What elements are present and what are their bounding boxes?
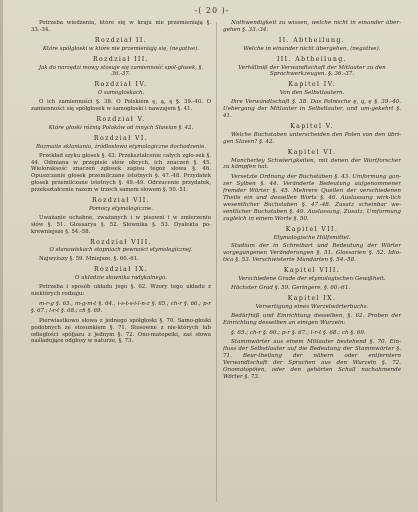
body-paragraph: Przekład szyku głosek §. 43. Przekształcenie całych zgło-sek §. 44. Odmiana w przepisie słów obcych, ich znaczeń §. 45. Wieloraksość znaczeń zgłosek zapisu tegoż słowa §. 46. Opuszczanie głosek przemilczane istotnych §. 47.-48. Przydatek głosek przemilczane istotnych §. 49.-49. Odrzucenie przydatek, przekształcenie razem w trzech samem słowem §. 50.-51. <box>31 152 211 194</box>
body-paragraph: Potrzeba i sposób układu jego §. 62. Wzory tego układu z niektórych rodzaju: <box>31 284 211 297</box>
section-subtitle: Pomocy etymologiczne. <box>89 205 153 212</box>
body-paragraph: Stammwörter aus einem Mitlauter bestehend §. 70. Ein-fluss der Selbstlauter auf die Bedeutung der Stammwörter §. 71. Beur-theilung der nähern oder entferntern Verwandtschaft der Sprachen aus den Wurzeln §. 72. Onomatopöien, oder den gehörten Schall nachahmende Wörter §. 73. <box>223 339 401 380</box>
section-heading: Rozdział IV. <box>94 81 148 89</box>
body-paragraph: Versetzte Ordnung der Buchstaben §. 43. Umformung gan-zer Sylben §. 44. Veränderte Bedeutung aufgenommener fremder Wörter §. 45. Mehrere Quellen der verschiedenen Theile ein und dessellen Worts §. 46. Auslassung wirk-lich wesentlicher Buchstaben §. 47.-48. Zusatz scheinbar we-sentlicher Buchstaben §. 49. Auslassung, Zusatz, Umformung zugleich in einem Worte §. 50. <box>223 174 401 222</box>
column-gutter <box>216 22 217 502</box>
section-heading: Kapitel IX. <box>287 294 337 302</box>
polish-column <box>31 20 211 506</box>
section-subtitle: Versertigung eines Wurzelwörterbuchs. <box>255 303 369 310</box>
body-paragraph: Pierwiastkowo słowa z jednego spółgłoski §. 70. Samo-głoski podobnych ze stosunkiem §. 71. Stosowne z nie-których lub odległości spółjazu z jednym §. 72. Ono-matopeiki, zaś słowa naśladujące odgłosy w naturze, §. 73. <box>31 317 211 345</box>
body-paragraph: m-r-g §. 63., m-g-m-t §. 64., i-s-t-s-i-l-n-z §. 65.; ch-r §. 66.; p-r §. 67.; l-r-t §. 68.; ch §. 69. <box>31 300 211 314</box>
body-paragraph: Studium der in Schreibart und Bedeutung der Wörter vorgegangenen Veränderungen §. 51. Glossarien §. 52. Idio-tica §. 53. Verschwisterte Mundarten §. 54.-58. <box>223 243 401 264</box>
section-subtitle: Które spółgłoski w które nie przemieniają się, (negative). <box>42 45 200 52</box>
section-heading: III. Abtheilung. <box>276 55 348 63</box>
body-paragraph: O ich zamienności §. 38. O Polskiém ę, ą, ę §. 39.-40. O zamienności się spółgłosek w samogłoski i nawzajem §. 41. <box>31 99 211 113</box>
section-heading: Rozdział III. <box>92 55 149 63</box>
section-heading: Kapitel VII. <box>285 225 339 233</box>
section-heading: Rozdział II. <box>94 36 148 44</box>
section-heading: Kapitel VI. <box>287 148 337 156</box>
section-subtitle: O układzie słownika radykalnego. <box>75 275 167 282</box>
section-heading: Rozdział IX. <box>93 266 149 274</box>
section-subtitle: Etymologische Hülfsmittel. <box>273 234 351 241</box>
section-heading: Rozdział V. <box>96 115 146 123</box>
section-heading: II. Abtheilung. <box>278 36 346 44</box>
body-paragraph: Najwyższy §. 59. Mniejsze, §. 60.-61. <box>39 256 139 263</box>
section-heading: Kapitel VIII. <box>283 267 341 275</box>
body-paragraph: Potrzeba wiedzenia, które się w kraju nie przemieniają §. 33.-34. <box>31 20 211 33</box>
body-paragraph: Welche Buchstaben unterscheiden den Polen von den übri-gen Slaven? §. 42. <box>223 131 401 145</box>
body-paragraph: Ihre Verwandtschaft §. 38. Das Polnische ę, ą, ę §. 39.-40. Uebergang der Mitlauter in Selbstlauter, und um-gekehrt §. 41. <box>223 99 401 119</box>
body-paragraph: Bedürfniß und Einrichtung desselben, §. 62. Proben der Einrichtung desselben an einigen Wurzeln: <box>223 312 401 326</box>
body-paragraph: §. 65.; ch-r §. 66.; p-r §. 67.; l-r-t §. 68.; ch §. 69. <box>231 329 366 336</box>
section-subtitle: Verschiedene Grade der etymologischen Gewißheit. <box>238 276 386 283</box>
section-heading: Rozdział VIII. <box>90 238 152 246</box>
section-subtitle: O samogłoskach. <box>97 90 145 97</box>
body-paragraph: Nothwendigkeit zu wissen, welche nicht in einander über-gehen §. 33.-34. <box>223 20 401 33</box>
section-subtitle: Verhältniß der Verwandtschaft der Mitlauter zu den Sprachwerkzeugen. §. 36.-37. <box>238 64 386 78</box>
section-heading: Kapitel IV. <box>288 81 336 89</box>
section-heading: Kapitel V. <box>290 122 334 130</box>
section-heading: Rozdział VI. <box>93 134 149 142</box>
section-subtitle: O stanowiskach stopniach pewności etymologicznej. <box>49 247 193 254</box>
body-paragraph: Höchster Grad §. 59. Geringere, §. 60.-61. <box>231 285 351 291</box>
section-subtitle: Które głoski różnią Polaków od innych Sławian §. 42. <box>48 124 194 131</box>
section-subtitle: Von den Selbstlautern. <box>279 90 345 97</box>
section-heading: Rozdział VII. <box>91 197 151 205</box>
page-number: -( 20 )- <box>194 6 230 15</box>
german-column <box>223 20 401 506</box>
body-paragraph: Uważanie ochabne, zważanych i w pisowni i w zmierzeniu słów §. 51. Glossarya §. 52. Słownika §. 53. Dyalekta po-krewniejsze §. 54.-58. <box>31 214 211 235</box>
section-subtitle: Jak do narzędzi mowy stosuje się zamienność spół-głosek, §. 36.-37. <box>38 64 204 78</box>
section-subtitle: Welche in einander nicht übergehen, (negative). <box>243 45 381 52</box>
body-paragraph: Mancherley Schwierigkeiten, mit denen der Wortforscher zu kämpfen hat. <box>223 157 401 171</box>
section-subtitle: Rozmaite skłaniania, źródłosłowo etymologiczne dochodzenie. <box>35 143 207 150</box>
